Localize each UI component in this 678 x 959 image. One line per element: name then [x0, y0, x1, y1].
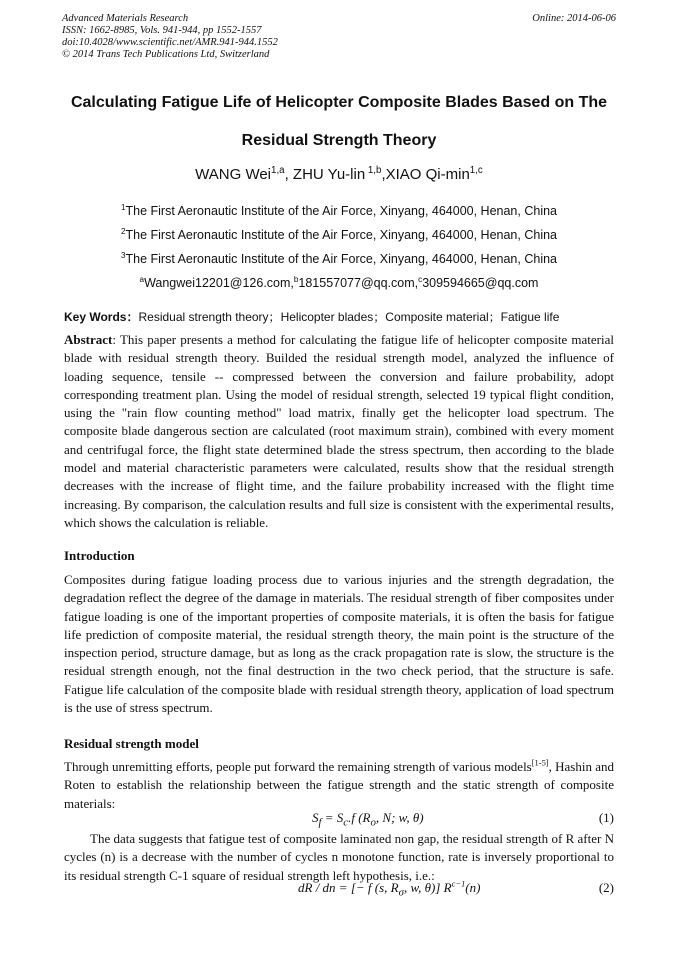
equation-number: (1)	[598, 810, 614, 825]
residual-paragraph-1	[64, 758, 614, 813]
email-marker: c	[418, 274, 423, 284]
online-date: Online: 2014-06-06	[532, 13, 616, 24]
email-address[interactable]: 309594665@qq.com	[422, 276, 539, 290]
keyword-item: Helicopter blades；	[280, 310, 386, 324]
email-marker: b	[293, 274, 299, 284]
email-marker: a	[139, 274, 145, 284]
keyword-item: Composite material；	[385, 310, 501, 324]
paper-title: Calculating Fatigue Life of Helicopter Composite Blades Based on The Residual Strength Theory	[70, 94, 608, 149]
affiliation-text: The First Aeronautic Institute of the Air Force, Xinyang, 464000, Henan, China	[125, 228, 557, 242]
abstract-label: Abstract	[64, 332, 113, 347]
email-address[interactable]: Wangwei12201@126.com,	[144, 276, 294, 290]
email-line	[0, 276, 678, 290]
affiliation-marker: 1	[120, 202, 126, 212]
copyright-line: © 2014 Trans Tech Publications Ltd, Switzerland	[62, 49, 270, 60]
section-heading-residual-strength: Residual strength model	[64, 736, 199, 751]
author-name: , ZHU Yu-lin	[284, 166, 366, 183]
introduction-paragraph: Composites during fatigue loading process due to various injuries and the strength degradation, the degradation reflect the degree of the damage in materials. The residual strength of fiber composites under fatigue loading is one of the important properties of composite materials, it is often the basis for fatigue life prediction of composite material, the residual strength theory, the main point is the structure of the inspection period, structure damage, but as long as the crack propagation rate is slow, the structure is the residual strength enough, not the final destruction in the two check period, that the structure is safe. Fatigue life calculation of the composite blade with residual strength theory, application of load spectrum is the use of stress spectrum.	[64, 572, 614, 716]
paragraph-text: , Hashin and Roten to establish the relationship between the fatigue strength and the static strength of composite materials:	[64, 759, 614, 811]
keyword-item: Fatigue life	[500, 310, 560, 324]
author-superscript: 1,c	[469, 165, 483, 176]
keywords-separator: ：	[126, 310, 139, 324]
author-superscript: 1,b	[365, 165, 382, 176]
keywords-label: Key Words	[64, 310, 127, 324]
email-address[interactable]: 181557077@qq.com,	[298, 276, 419, 290]
affiliation-marker: 3	[120, 250, 126, 260]
issn-line: ISSN: 1662-8985, Vols. 941-944, pp 1552-1557	[62, 25, 262, 36]
journal-header	[62, 13, 278, 61]
affiliation-3	[0, 252, 678, 266]
equation-2	[64, 880, 614, 898]
section-heading-introduction: Introduction	[64, 548, 135, 563]
author-name: ,XIAO Qi-min	[381, 166, 470, 183]
author-list	[0, 166, 678, 183]
affiliation-1	[0, 204, 678, 218]
equation-number: (2)	[598, 880, 614, 895]
abstract-text: : This paper presents a method for calculating the fatigue life of helicopter composite material blade with residual strength theory. Builded the residual strength model, analyzed the influence of loading sequence, tensile -- compressed between the conversion and failure probability, adopt corresponding treatment plan. Using the model of residual strength, selected 19 typical flight condition, using the "rain flow counting method" load matrix, finally get the helicopter load spectrum. The composite blade dangerous section are calculated (root maximum strain), combined with every moment and centrifugal force, the flight state determined blade the stress spectrum, then according to the blade model and material characteristic parameters were calculated, results show that the residual strength decreases with the increase of flight time, and the failure probability increased with the flight time increasing. By comparison, the calculation results and full size is consistent with the experimental results, which shows the calculation is reliable.	[64, 332, 614, 530]
paragraph-text: Through unremitting efforts, people put forward the remaining strength of various models	[64, 759, 532, 774]
abstract	[64, 331, 614, 532]
keywords	[64, 308, 614, 325]
author-name: WANG Wei	[195, 166, 272, 183]
affiliation-2	[0, 228, 678, 242]
equation-1	[64, 810, 614, 828]
affiliation-marker: 2	[120, 226, 126, 236]
keyword-item: Residual strength theory；	[138, 310, 281, 324]
affiliation-text: The First Aeronautic Institute of the Air Force, Xinyang, 464000, Henan, China	[125, 204, 557, 218]
author-superscript: 1,a	[271, 165, 285, 176]
equation-expression: $S_f = S_c.f$ ($R_o$, N; w, θ)	[312, 810, 424, 829]
doi-line[interactable]: doi:10.4028/www.scientific.net/AMR.941-944.1552	[62, 37, 278, 48]
equation-expression: dR / dn = [− f (s, $R_\sigma$, w, θ)] $R^{c-1}(n)$	[298, 878, 481, 899]
journal-name: Advanced Materials Research	[62, 13, 189, 24]
residual-paragraph-2: The data suggests that fatigue test of composite laminated non gap, the residual strength of R after N cycles (n) is a decrease with the number of cycles n monotone function, rate is inversely proportional to its residual strength C-1 square of residual strength left hypothesis, i.e.:	[64, 831, 614, 883]
affiliation-text: The First Aeronautic Institute of the Air Force, Xinyang, 464000, Henan, China	[125, 252, 557, 266]
citation-ref[interactable]: [1-5]	[531, 757, 549, 768]
